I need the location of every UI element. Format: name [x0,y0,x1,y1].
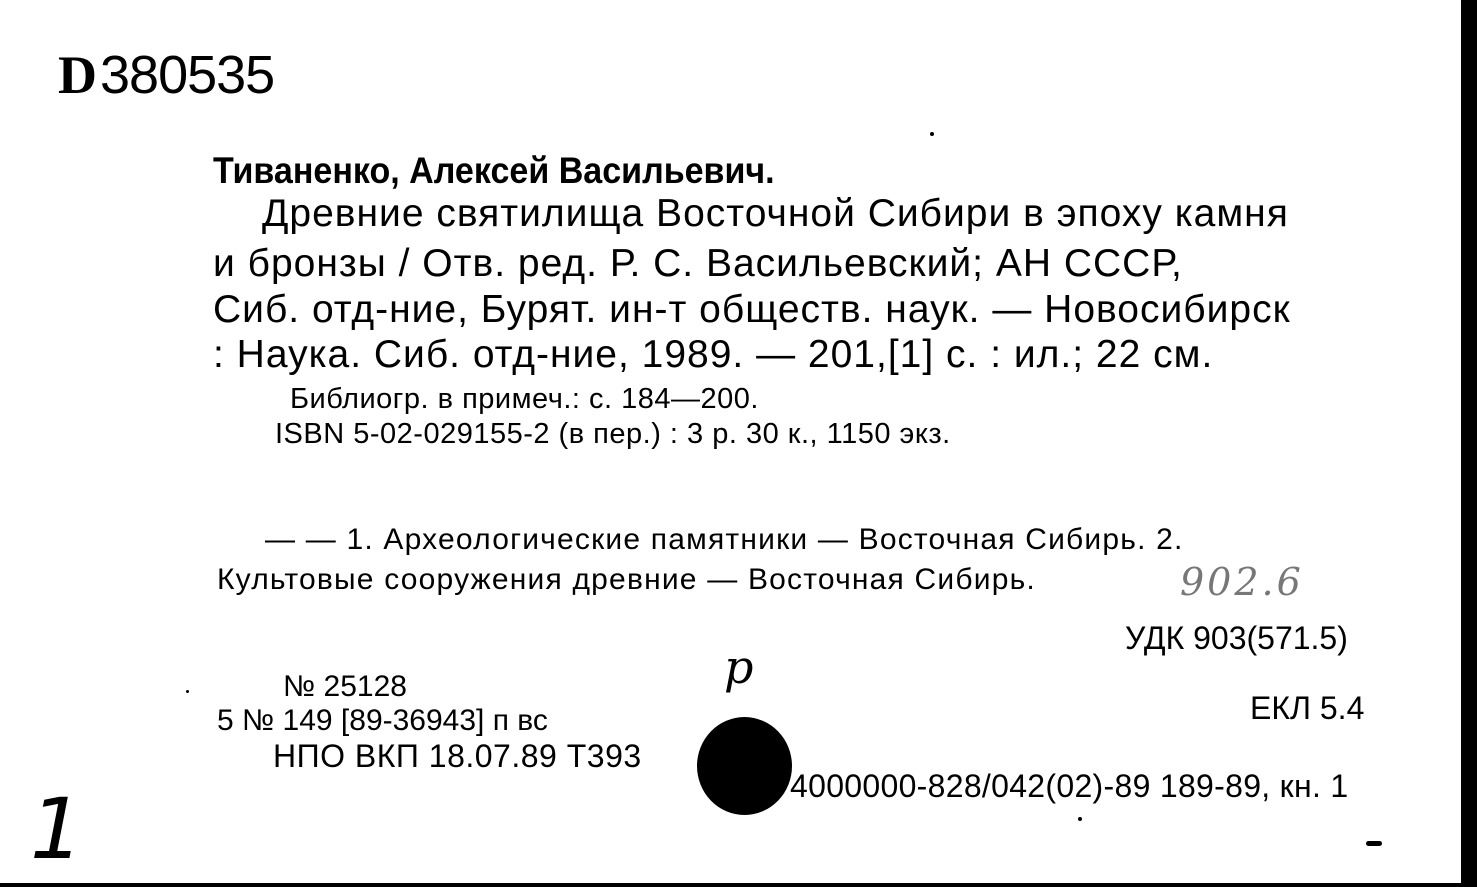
call-number-prefix: D [58,45,96,105]
ekl-code: ЕКЛ 5.4 [1250,690,1365,726]
call-number [58,44,274,106]
title-line-2: и бронзы / Отв. ред. Р. С. Васильевский; АН СССР, [213,242,1183,285]
udk-code: УДК 903(571.5) [1125,620,1348,656]
isbn-line: ISBN 5-02-029155-2 (в пер.) : 3 р. 30 к., 1150 экз. [275,418,951,450]
punch-hole [697,717,792,815]
subject-line-1: — — 1. Археологические памятники — Восточная Сибирь. 2. [265,523,1184,556]
title-line-4: : Наука. Сиб. отд-ние, 1989. — 201,[1] с. : ил.; 22 см. [213,333,1214,376]
order-line: 5 № 149 [89-36943] п вс [217,704,548,737]
handwritten-mark: p [724,640,754,694]
npo-line: НПО ВКП 18.07.89 Т393 [273,738,642,774]
title-line-1: Древние святилища Восточной Сибири в эпоху камня [262,192,1289,235]
speck [1366,841,1382,846]
call-number-value: 380535 [100,45,275,105]
handwritten-classification: 902.6 [1180,560,1304,604]
publisher-code: 4000000-828/042(02)-89 189-89, кн. 1 [790,768,1349,804]
accession-number: № 25128 [283,670,407,703]
speck [930,132,934,136]
bibliography-note: Библиогр. в примеч.: с. 184—200. [290,383,759,415]
author-heading: Тиваненко, Алексей Васильевич. [213,150,775,191]
speck [1078,817,1082,821]
title-line-3: Сиб. отд-ние, Бурят. ин-т обществ. наук. — Новосибирск [213,288,1291,331]
subject-line-2: Культовые сооружения древние — Восточная Сибирь. [217,563,1036,596]
handwritten-number: 1 [30,780,84,878]
speck [186,690,189,693]
